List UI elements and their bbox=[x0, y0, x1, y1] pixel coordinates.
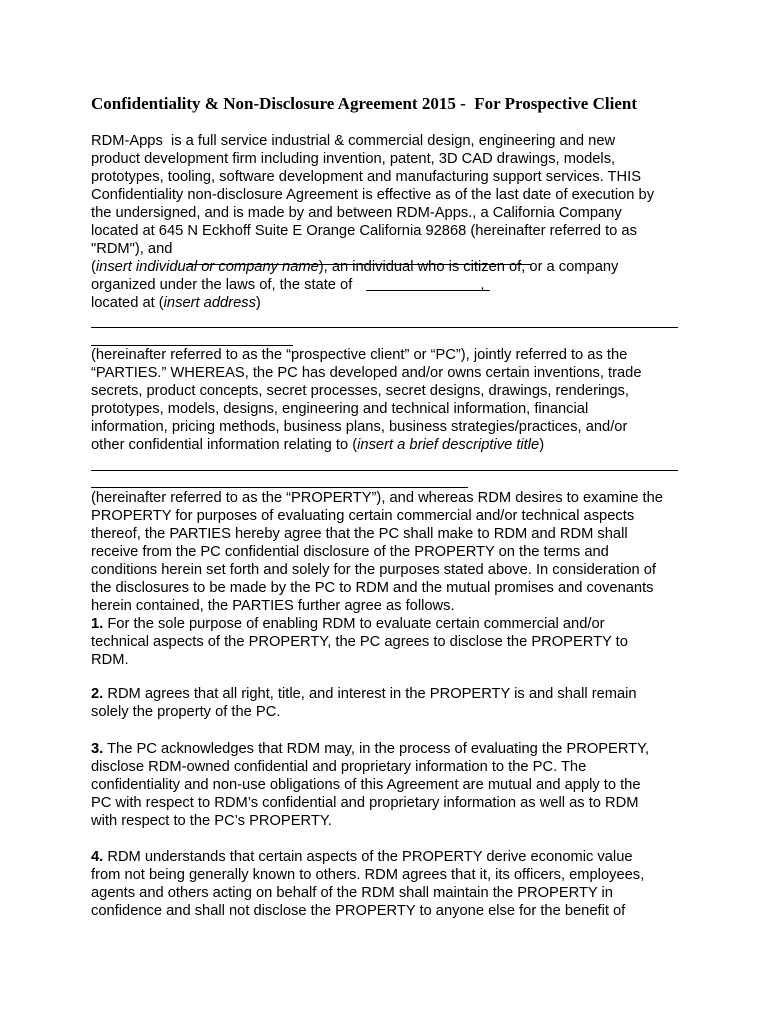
property-line: conditions herein set forth and solely for the purposes stated above. In consideration of bbox=[91, 562, 657, 578]
intro-line: RDM-Apps is a full service industrial & commercial design, engineering and new bbox=[91, 133, 616, 149]
clause-3-line: disclose RDM-owned confidential and proprietary information to the PC. The bbox=[91, 759, 587, 775]
property-line: the disclosures to be made by the PC to RDM and the mutual promises and covenants bbox=[91, 580, 654, 596]
clause-2-line: solely the property of the PC. bbox=[91, 704, 281, 720]
intro-line: prototypes, tooling, software development and manufacturing support services. THIS bbox=[91, 169, 641, 185]
clause-4 bbox=[91, 848, 691, 920]
clause-number: 4. bbox=[91, 849, 104, 865]
title-blank-2[interactable] bbox=[91, 487, 468, 488]
intro-line: "RDM"), and bbox=[91, 241, 173, 257]
clause-4-line: 4. RDM understands that certain aspects of the PROPERTY derive economic value bbox=[91, 849, 633, 865]
clause-2 bbox=[91, 685, 691, 721]
whereas-line: prototypes, models, designs, engineering and technical information, financial bbox=[91, 401, 589, 417]
intro-line: product development firm including invention, patent, 3D CAD drawings, models, bbox=[91, 151, 616, 167]
state-blank[interactable] bbox=[366, 290, 490, 291]
clause-number: 3. bbox=[91, 741, 104, 757]
title-hint: insert a brief descriptive title bbox=[357, 437, 540, 453]
clause-3 bbox=[91, 740, 691, 830]
clause-1-line: technical aspects of the PROPERTY, the PC agrees to disclose the PROPERTY to bbox=[91, 634, 628, 650]
clause-number: 1. bbox=[91, 616, 104, 632]
clause-1-line: RDM. bbox=[91, 652, 129, 668]
whereas-line: secrets, product concepts, secret processes, secret designs, drawings, renderings, bbox=[91, 383, 629, 399]
company-name-blank[interactable] bbox=[186, 264, 531, 265]
clause-3-line: PC with respect to RDM’s confidential and proprietary information as well as to RDM bbox=[91, 795, 639, 811]
whereas-line: “PARTIES.” WHEREAS, the PC has developed and/or owns certain inventions, trade bbox=[91, 365, 642, 381]
clause-3-line: with respect to the PC’s PROPERTY. bbox=[91, 813, 332, 829]
clause-3-line: 3. The PC acknowledges that RDM may, in the process of evaluating the PROPERTY, bbox=[91, 741, 650, 757]
whereas-line: information, pricing methods, business plans, business strategies/practices, and/or bbox=[91, 419, 628, 435]
intro-paragraph bbox=[91, 132, 691, 312]
document-title: Confidentiality & Non-Disclosure Agreement 2015 - For Prospective Client bbox=[91, 94, 637, 113]
intro-line: located at 645 N Eckhoff Suite E Orange California 92868 (hereinafter referred to as bbox=[91, 223, 637, 239]
whereas-line: (hereinafter referred to as the “prospective client” or “PC”), jointly referred to as the bbox=[91, 347, 628, 363]
clause-1-line: 1. For the sole purpose of enabling RDM to evaluate certain commercial and/or bbox=[91, 616, 605, 632]
intro-line: Confidentiality non-disclosure Agreement is effective as of the last date of execution by bbox=[91, 187, 655, 203]
insert-address-hint: insert address bbox=[163, 295, 256, 311]
property-paragraph bbox=[91, 489, 691, 669]
organized-line: organized under the laws of, the state of , bbox=[91, 277, 485, 293]
property-line: receive from the PC confidential disclosure of the PROPERTY on the terms and bbox=[91, 544, 609, 560]
clause-4-line: confidence and shall not disclose the PROPERTY to anyone else for the benefit of bbox=[91, 903, 626, 919]
property-line: thereof, the PARTIES hereby agree that the PC shall make to RDM and RDM shall bbox=[91, 526, 628, 542]
property-line: (hereinafter referred to as the “PROPERTY”), and whereas RDM desires to examine the bbox=[91, 490, 663, 506]
clause-4-line: agents and others acting on behalf of the RDM shall maintain the PROPERTY in bbox=[91, 885, 613, 901]
title-line: other confidential information relating to (insert a brief descriptive title) bbox=[91, 437, 545, 453]
address-blank-1[interactable] bbox=[91, 327, 678, 328]
insert-name-line: (insert individual or company name), an individual who is citizen of, or a company bbox=[91, 259, 619, 275]
clause-2-line: 2. RDM agrees that all right, title, and interest in the PROPERTY is and shall remain bbox=[91, 686, 637, 702]
insert-name-hint: insert individual or company name bbox=[95, 259, 319, 275]
located-line: located at (insert address) bbox=[91, 295, 261, 311]
property-line: herein contained, the PARTIES further agree as follows. bbox=[91, 598, 455, 614]
title-blank-1[interactable] bbox=[91, 470, 678, 471]
clause-number: 2. bbox=[91, 686, 104, 702]
clause-3-line: confidentiality and non-use obligations of this Agreement are mutual and apply to the bbox=[91, 777, 641, 793]
whereas-paragraph bbox=[91, 346, 691, 454]
intro-line: the undersigned, and is made by and between RDM-Apps., a California Company bbox=[91, 205, 622, 221]
property-line: PROPERTY for purposes of evaluating certain commercial and/or technical aspects bbox=[91, 508, 635, 524]
clause-4-line: from not being generally known to others. RDM agrees that it, its officers, employees, bbox=[91, 867, 645, 883]
